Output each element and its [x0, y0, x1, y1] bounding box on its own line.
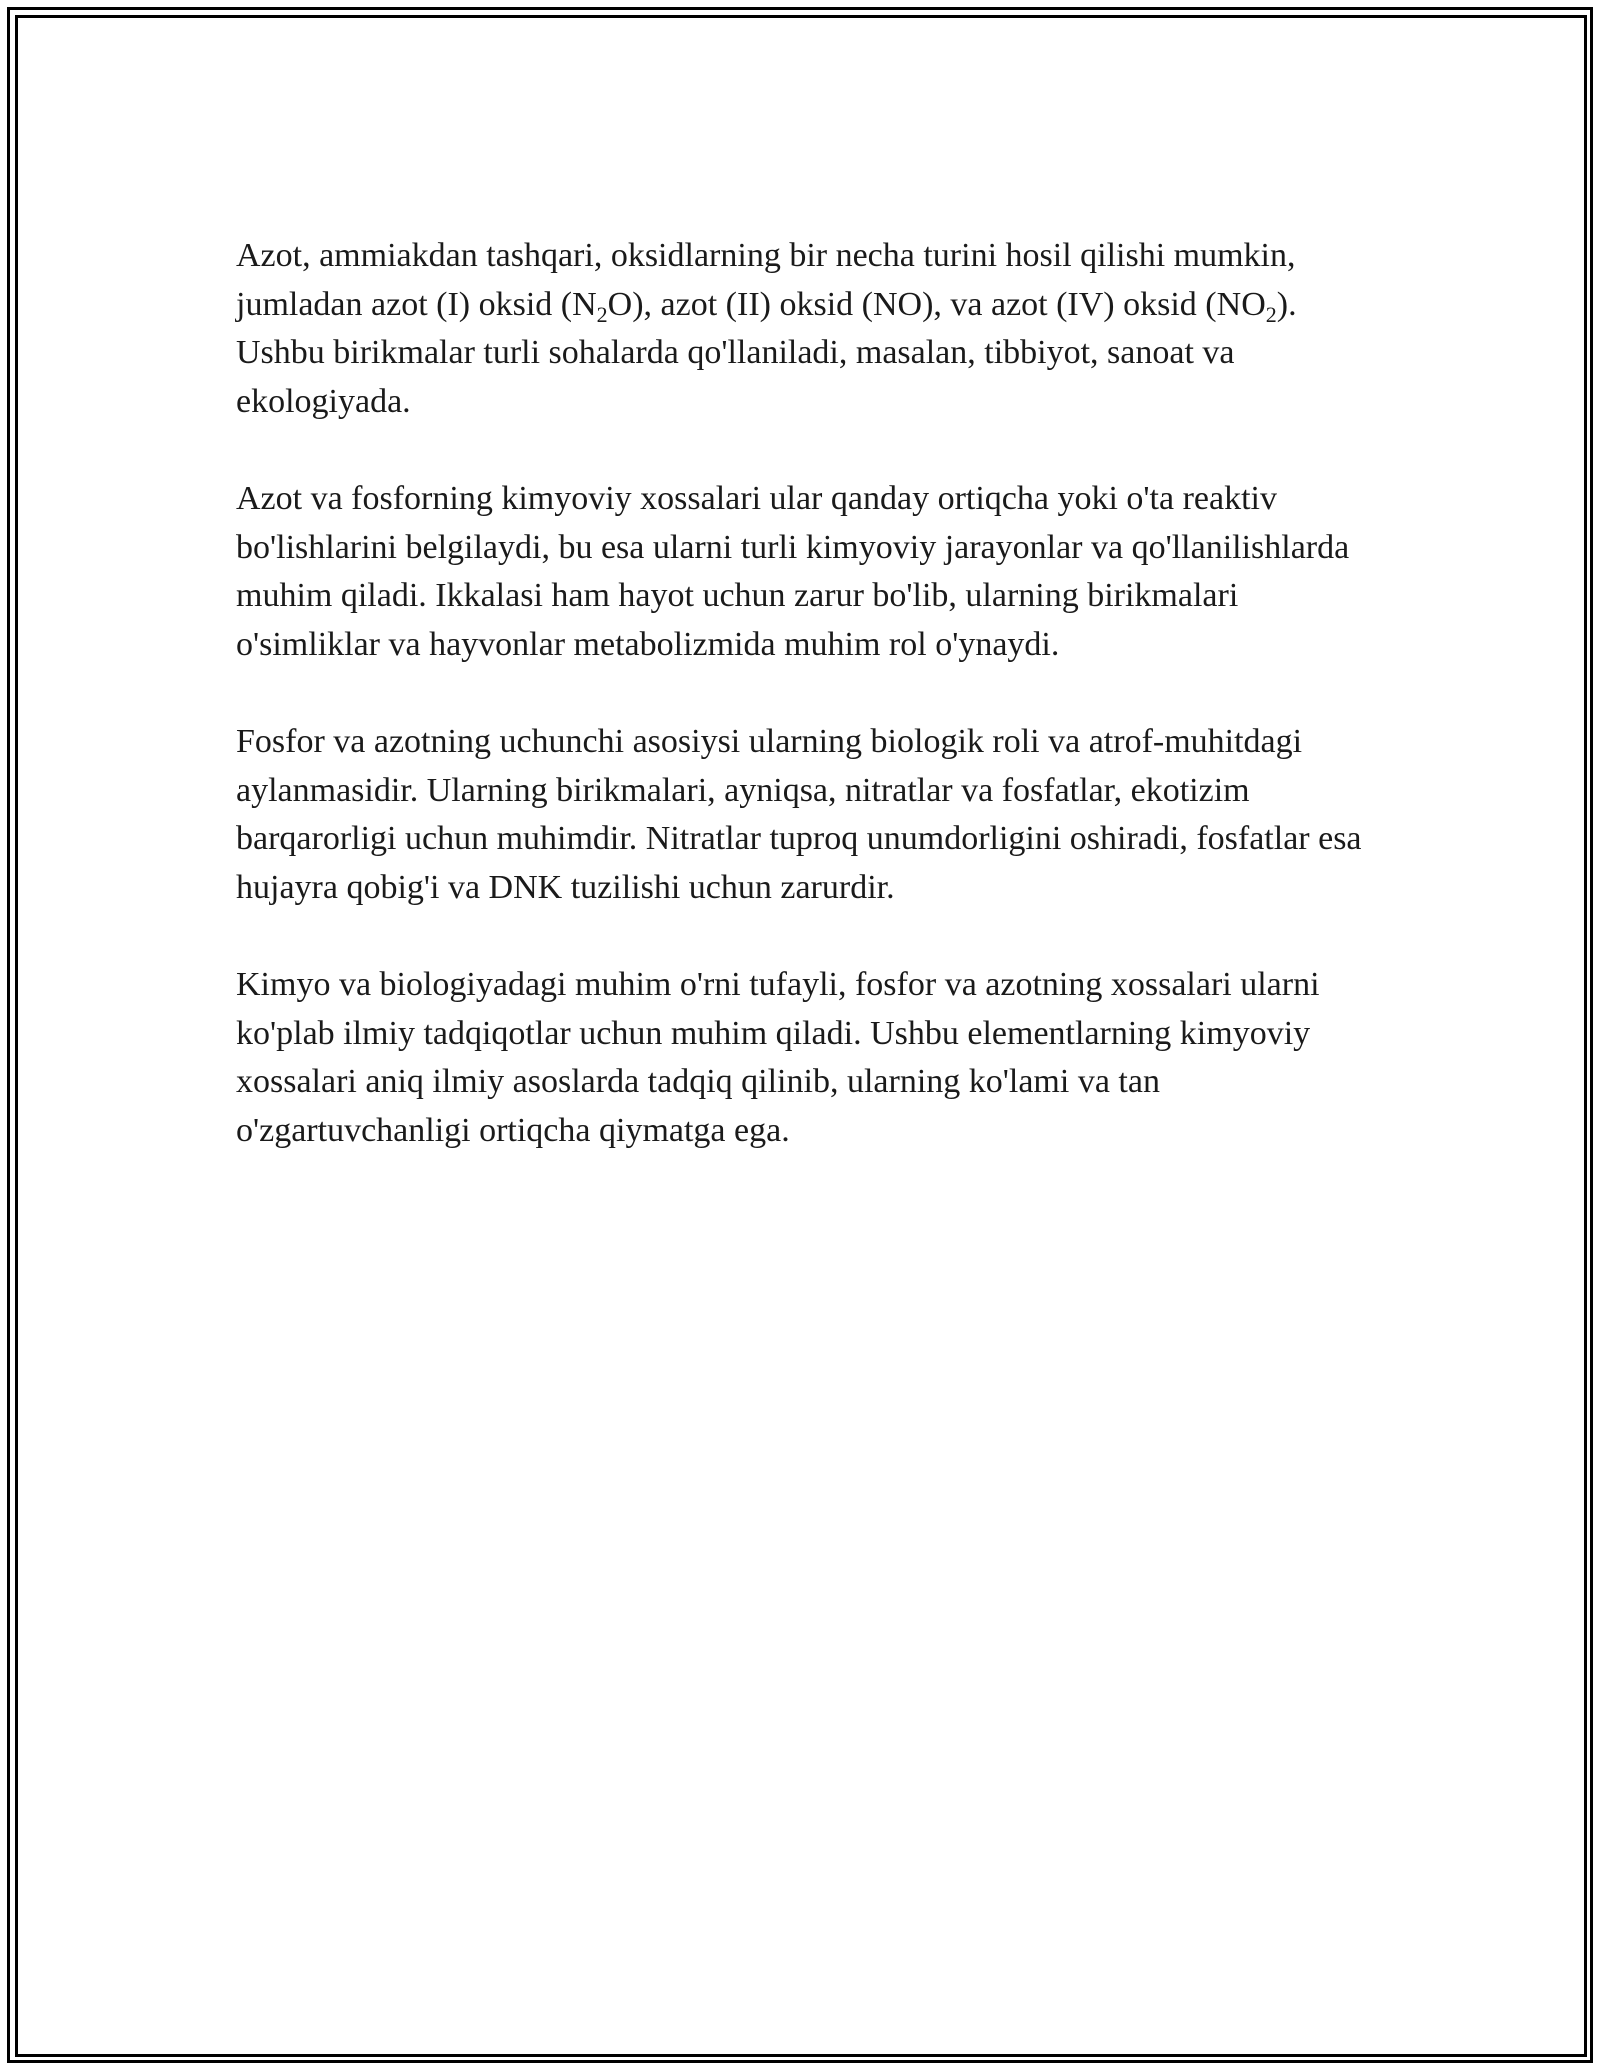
paragraph-text-segment: Azot, ammiakdan tashqari, oksidlarning bir necha turini hosil qilishi mumkin, jumladan azot (I) oksid (N: [236, 237, 1296, 323]
document-body: [236, 232, 1366, 1204]
subscript: 2: [596, 301, 608, 327]
paragraph-nitrogen-oxides: [236, 232, 1366, 426]
paragraph-text-segment: ). Ushbu birikmalar turli sohalarda qo'llaniladi, masalan, tibbiyot, sanoat va ekologiyada.: [236, 285, 1297, 420]
subscript: 2: [1265, 301, 1277, 327]
paragraph-biological-role: Fosfor va azotning uchunchi asosiysi ularning biologik roli va atrof-muhitdagi aylanmasidir. Ularning birikmalari, ayniqsa, nitratlar va fosfatlar, ekotizim barqarorligi uchun muhimdir. Nitratlar tuproq unumdorligini oshiradi, fosfatlar esa hujayra qobig'i va DNK tuzilishi uchun zarurdir.: [236, 723, 1362, 906]
paragraph-chemical-properties: Azot va fosforning kimyoviy xossalari ular qanday ortiqcha yoki o'ta reaktiv bo'lishlarini belgilaydi, bu esa ularni turli kimyoviy jarayonlar va qo'llanilishlarda muhim qiladi. Ikkalasi ham hayot uchun zarur bo'lib, ularning birikmalari o'simliklar va hayvonlar metabolizmida muhim rol o'ynaydi.: [236, 480, 1350, 663]
paragraph-text-segment: O), azot (II) oksid (NO), va azot (IV) oksid (NO: [607, 285, 1266, 323]
paragraph-scientific-importance: Kimyo va biologiyadagi muhim o'rni tufayli, fosfor va azotning xossalari ularni ko'plab ilmiy tadqiqotlar uchun muhim qiladi. Ushbu elementlarning kimyoviy xossalari aniq ilmiy asoslarda tadqiq qilinib, ularning ko'lami va tan o'zgartuvchanligi ortiqcha qiymatga ega.: [236, 966, 1320, 1149]
